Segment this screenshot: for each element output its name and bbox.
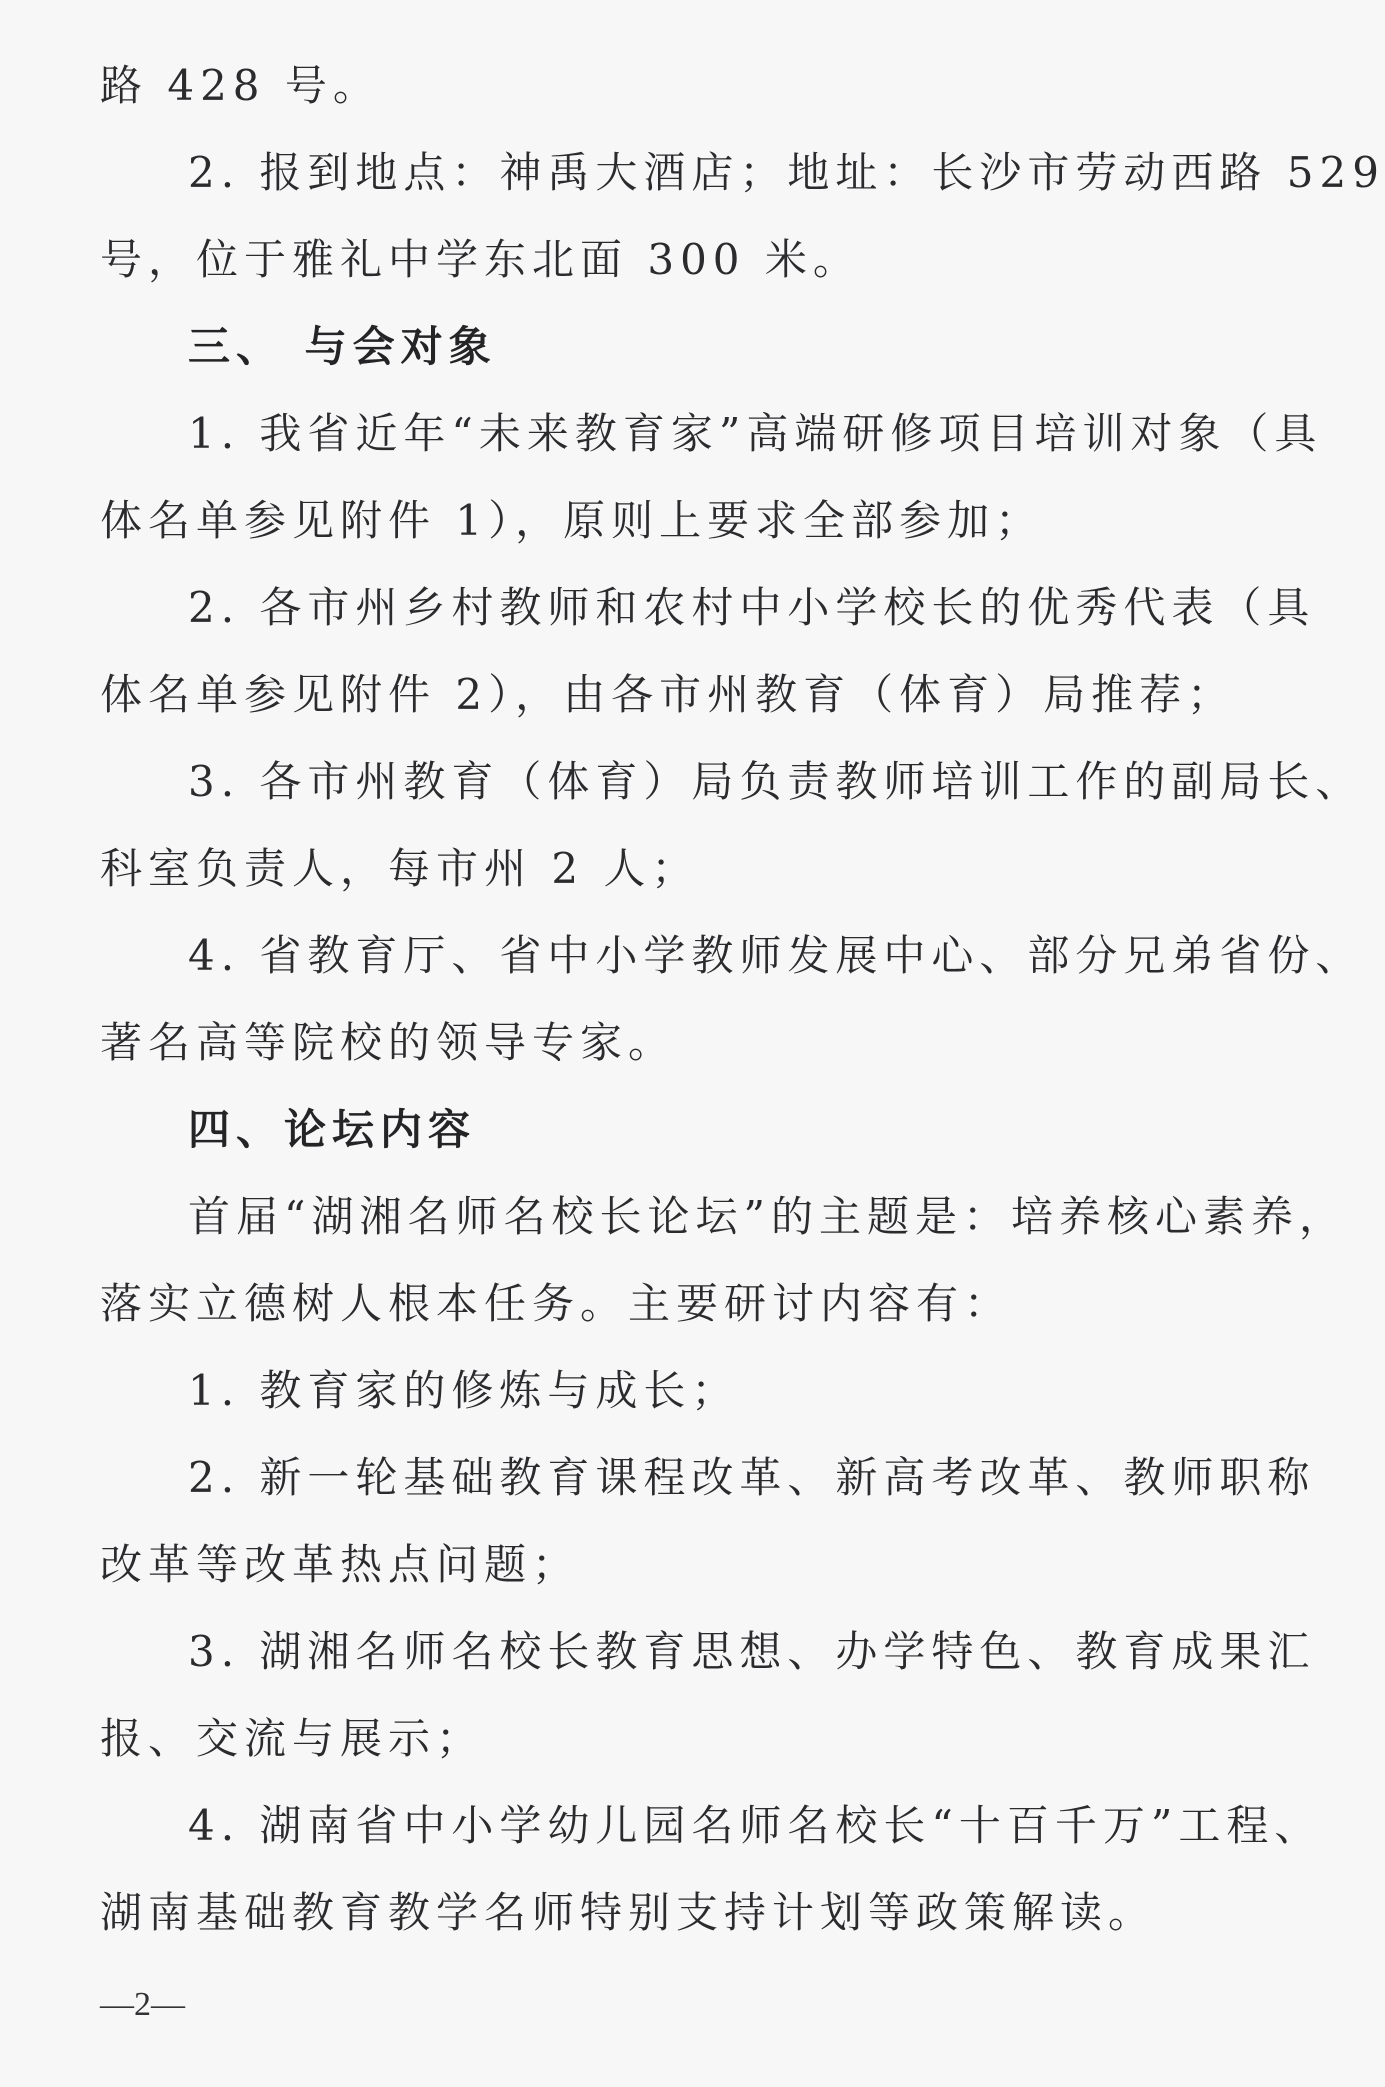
text-line-19: 3. 湖湘名师名校长教育思想、办学特色、教育成果汇 xyxy=(188,1627,1316,1676)
text-line-1: 路 428 号。 xyxy=(100,61,381,110)
text-line-15: 落实立德树人根本任务。主要研讨内容有： xyxy=(100,1279,1013,1328)
text-line-6: 体名单参见附件 1），原则上要求全部参加； xyxy=(100,496,1044,545)
text-line-12: 著名高等院校的领导专家。 xyxy=(100,1018,677,1067)
text-line-7: 2. 各市州乡村教师和农村中小学校长的优秀代表（具 xyxy=(188,583,1316,632)
text-line-9: 3. 各市州教育（体育）局负责教师培训工作的副局长、 xyxy=(188,757,1364,806)
text-line-14: 首届“湖湘名师名校长论坛”的主题是：培养核心素养， xyxy=(188,1192,1347,1241)
text-line-22: 湖南基础教育教学名师特别支持计划等政策解读。 xyxy=(100,1888,1157,1937)
text-line-17: 2. 新一轮基础教育课程改革、新高考改革、教师职称 xyxy=(188,1453,1316,1502)
text-line-18: 改革等改革热点问题； xyxy=(100,1540,581,1589)
section-heading-3: 三、 与会对象 xyxy=(188,322,497,371)
text-line-8: 体名单参见附件 2），由各市州教育（体育）局推荐； xyxy=(100,670,1236,719)
page-number: —2— xyxy=(100,1986,185,2023)
text-line-20: 报、交流与展示； xyxy=(100,1714,485,1763)
text-line-10: 科室负责人，每市州 2 人； xyxy=(100,844,700,893)
text-line-16: 1. 教育家的修炼与成长； xyxy=(188,1366,740,1415)
text-line-5: 1. 我省近年“未来教育家”高端研修项目培训对象（具 xyxy=(188,409,1323,458)
text-line-2: 2. 报到地点：神禹大酒店；地址：长沙市劳动西路 529 xyxy=(188,148,1385,197)
text-line-11: 4. 省教育厅、省中小学教师发展中心、部分兄弟省份、 xyxy=(188,931,1364,980)
text-line-21: 4. 湖南省中小学幼儿园名师名校长“十百千万”工程、 xyxy=(188,1801,1323,1850)
text-line-3: 号，位于雅礼中学东北面 300 米。 xyxy=(100,235,861,284)
section-heading-4: 四、论坛内容 xyxy=(188,1105,477,1154)
